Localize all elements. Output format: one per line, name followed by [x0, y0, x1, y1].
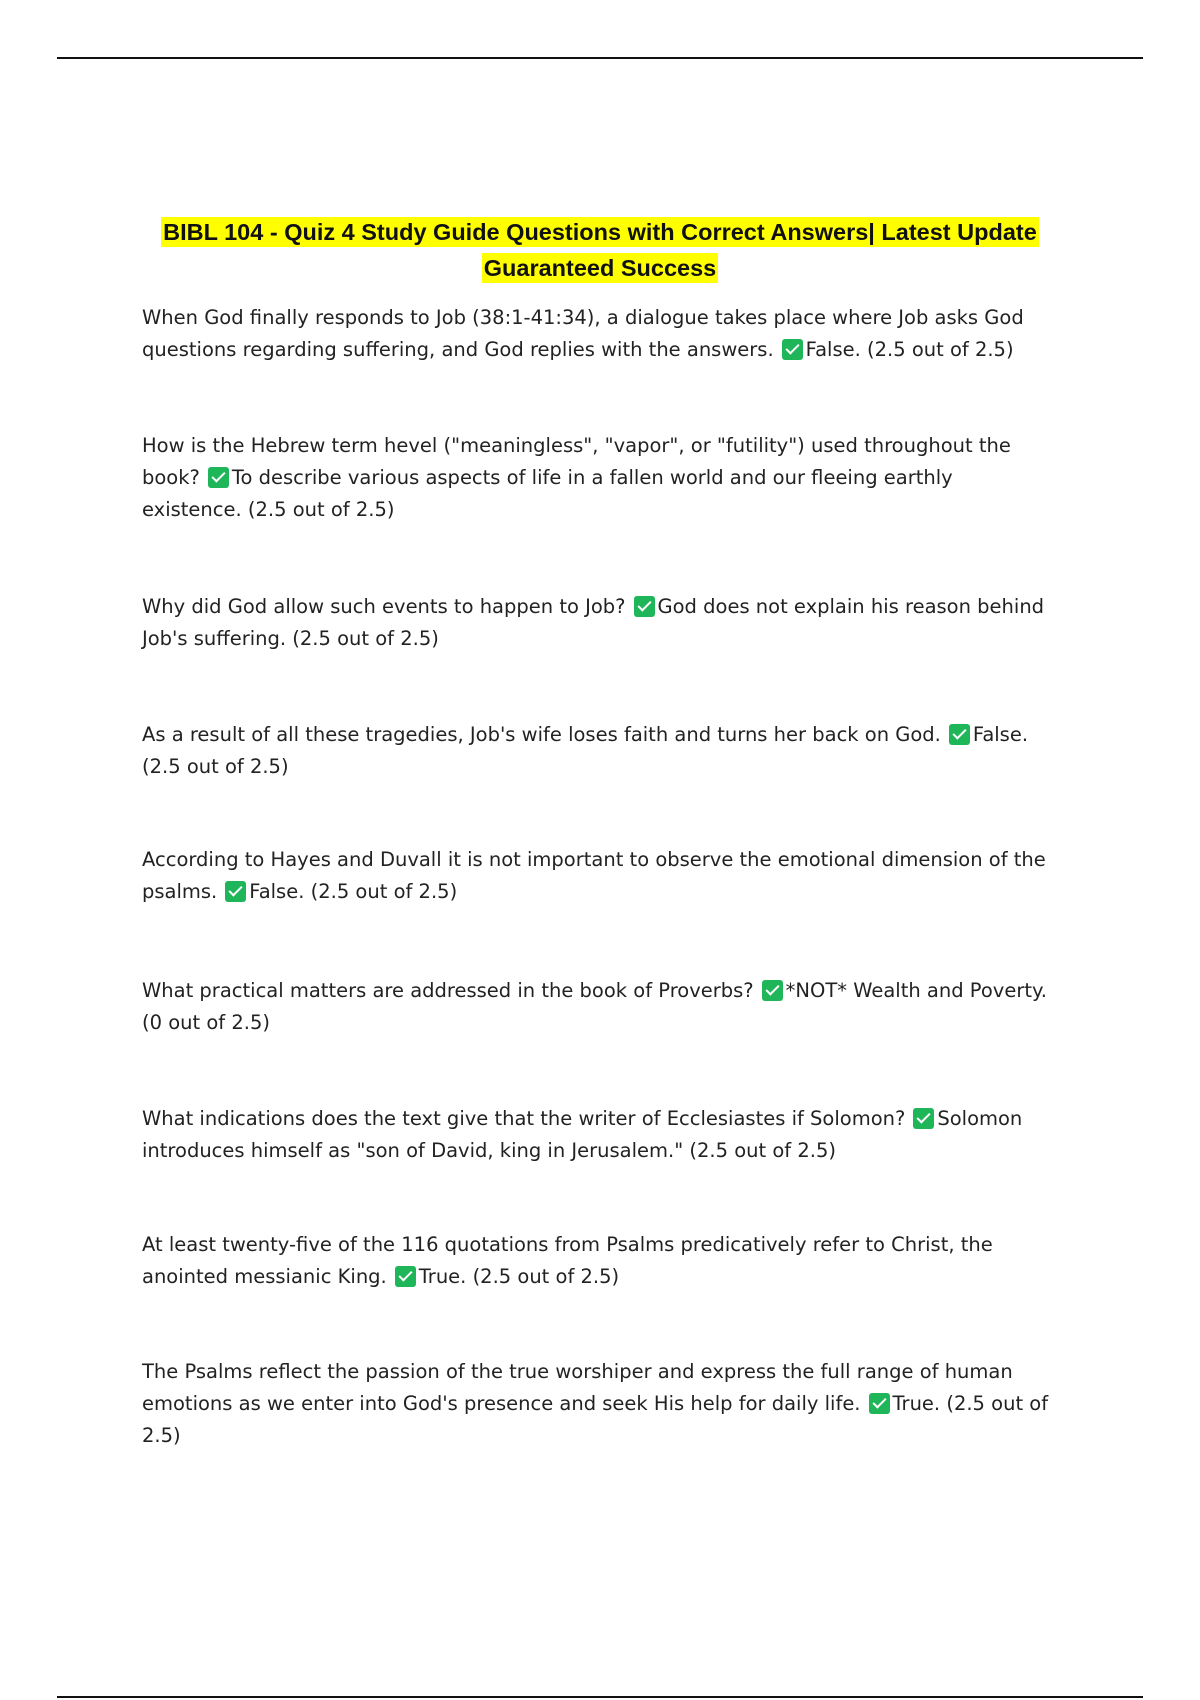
check-icon [395, 1266, 416, 1287]
title-line-2: Guaranteed Success [483, 255, 717, 281]
check-icon [782, 339, 803, 360]
question-text: What practical matters are addressed in the book of Proverbs? [142, 979, 754, 1002]
question-text: At least twenty-five of the 116 quotations from Psalms predicatively refer to Christ, the anointed messianic King. [142, 1233, 993, 1288]
title-line-1: BIBL 104 - Quiz 4 Study Guide Questions with Correct Answers| Latest Update [163, 219, 1037, 245]
answer-text: False. (2.5 out of 2.5) [249, 880, 458, 903]
qa-item [142, 719, 1057, 783]
qa-item [142, 1229, 1057, 1293]
answer-text: God does not explain his reason behind Job's suffering. (2.5 out of 2.5) [142, 595, 1045, 650]
check-icon [762, 980, 783, 1001]
question-text: Why did God allow such events to happen to Job? [142, 595, 626, 618]
qa-item [142, 1103, 1057, 1167]
question-text: The Psalms reflect the passion of the true worshiper and express the full range of human emotions as we enter into God's presence and seek His help for daily life. [142, 1360, 1013, 1415]
answer-text: *NOT* Wealth and Poverty. (0 out of 2.5) [142, 979, 1047, 1034]
question-text: According to Hayes and Duvall it is not important to observe the emotional dimension of the psalms. [142, 848, 1046, 903]
question-text: When God finally responds to Job (38:1-41:34), a dialogue takes place where Job asks God questions regarding suffering, and God replies with the answers. [142, 306, 1024, 361]
answer-text: Solomon introduces himself as "son of David, king in Jerusalem." (2.5 out of 2.5) [142, 1107, 1023, 1162]
check-icon [913, 1108, 934, 1129]
qa-item [142, 1356, 1057, 1452]
answer-text: To describe various aspects of life in a fallen world and our fleeing earthly existence. (2.5 out of 2.5) [142, 466, 953, 521]
check-icon [634, 596, 655, 617]
answer-text: True. (2.5 out of 2.5) [418, 1265, 620, 1288]
qa-item [142, 975, 1057, 1039]
check-icon [949, 724, 970, 745]
check-icon [208, 467, 229, 488]
answer-text: False. (2.5 out of 2.5) [805, 338, 1014, 361]
qa-item [142, 302, 1057, 366]
question-text: How is the Hebrew term hevel ("meaningless", "vapor", or "futility") used throughout the book? [142, 434, 1011, 489]
answer-text: True. (2.5 out of 2.5) [142, 1392, 1049, 1447]
qa-item [142, 591, 1057, 655]
qa-item [142, 844, 1057, 908]
check-icon [225, 881, 246, 902]
question-text: As a result of all these tragedies, Job's wife loses faith and turns her back on God. [142, 723, 941, 746]
document-title [130, 214, 1070, 286]
question-text: What indications does the text give that the writer of Ecclesiastes if Solomon? [142, 1107, 906, 1130]
check-icon [869, 1393, 890, 1414]
bottom-rule [57, 1696, 1143, 1698]
qa-item [142, 430, 1057, 526]
top-rule [57, 57, 1143, 59]
answer-text: False. (2.5 out of 2.5) [142, 723, 1029, 778]
